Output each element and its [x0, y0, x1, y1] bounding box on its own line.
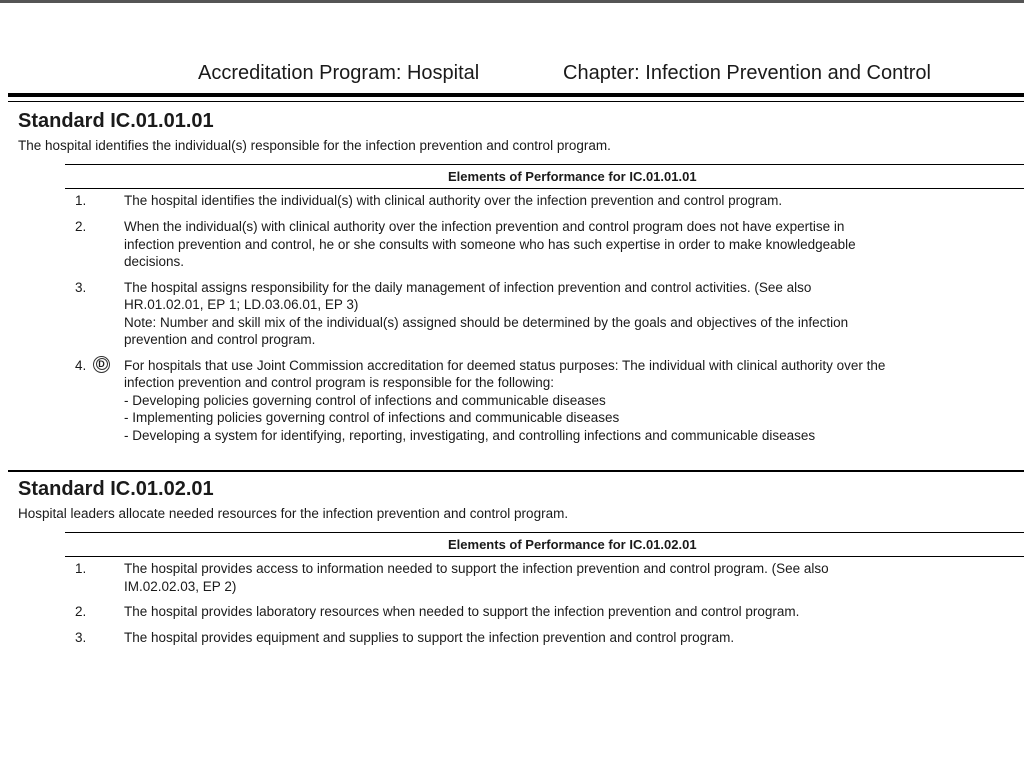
header-divider-thin	[8, 101, 1024, 102]
ep-text	[124, 218, 1024, 271]
ep-list	[0, 192, 1024, 444]
ep-line: - Implementing policies governing control of infections and communicable diseases	[124, 410, 620, 425]
ep-number: 4.	[75, 357, 87, 373]
ep-text	[124, 192, 1024, 210]
top-border	[0, 0, 1024, 3]
ep-line: decisions.	[124, 254, 185, 269]
ep-text	[124, 279, 1024, 349]
section-divider	[8, 470, 1024, 472]
ep-item	[0, 279, 1024, 349]
ep-item	[0, 560, 1024, 595]
ep-line: HR.01.02.01, EP 1; LD.03.06.01, EP 3)	[124, 297, 359, 312]
ep-line: The hospital provides equipment and supplies to support the infection prevention and control program.	[124, 630, 735, 645]
header-divider-thick	[8, 93, 1024, 97]
ep-text	[124, 560, 1024, 595]
ep-line: prevention and control program.	[124, 332, 316, 347]
ep-heading-rule-bottom	[65, 188, 1024, 189]
ep-item	[0, 629, 1024, 647]
ep-heading-rule	[65, 164, 1024, 165]
ep-item	[0, 192, 1024, 210]
ep-line: The hospital assigns responsibility for the daily management of infection prevention and control activities. (See also	[124, 279, 812, 295]
ep-number: 2.	[75, 219, 87, 234]
ep-line: The hospital provides laboratory resources when needed to support the infection prevention and control program.	[124, 604, 800, 619]
ep-heading: Elements of Performance for IC.01.02.01	[448, 537, 697, 552]
ep-heading-rule	[65, 532, 1024, 533]
standard-description: Hospital leaders allocate needed resources for the infection prevention and control program.	[18, 506, 569, 521]
ep-number: 3.	[75, 279, 87, 295]
ep-line: The hospital identifies the individual(s) with clinical authority over the infection prevention and control program.	[124, 193, 783, 208]
ep-line: IM.02.02.03, EP 2)	[124, 578, 237, 594]
ep-text	[124, 603, 1024, 621]
ep-item	[0, 218, 1024, 271]
ep-line: infection prevention and control program is responsible for the following:	[124, 375, 554, 390]
ep-heading: Elements of Performance for IC.01.01.01	[448, 169, 697, 184]
standard-section	[0, 109, 1024, 452]
ep-line: When the individual(s) with clinical authority over the infection prevention and control program does not have expertise in	[124, 219, 845, 234]
ep-text	[124, 629, 1024, 647]
ep-line: For hospitals that use Joint Commission accreditation for deemed status purposes: The individual with clinical authority over the	[124, 357, 886, 373]
ep-line: infection prevention and control, he or she consults with someone who has such expertise in order to make knowledgeable	[124, 236, 856, 252]
deemed-status-d-icon	[93, 356, 110, 373]
ep-line: Note: Number and skill mix of the individual(s) assigned should be determined by the goals and objectives of the infection	[124, 314, 849, 330]
page-header	[0, 62, 1024, 90]
chapter-label: Chapter: Infection Prevention and Control	[563, 62, 931, 84]
ep-heading-rule-bottom	[65, 556, 1024, 557]
ep-line: The hospital provides access to information needed to support the infection prevention and control program. (See also	[124, 561, 829, 576]
standard-description: The hospital identifies the individual(s) responsible for the infection prevention and control program.	[18, 138, 611, 153]
ep-text	[124, 357, 1024, 445]
ep-number: 1.	[75, 193, 87, 208]
ep-number: 2.	[75, 604, 87, 619]
ep-line: - Developing a system for identifying, reporting, investigating, and controlling infections and communicable diseases	[124, 427, 816, 443]
ep-item	[0, 357, 1024, 445]
standard-section	[0, 477, 1024, 655]
standard-title: Standard IC.01.01.01	[18, 110, 214, 132]
ep-number: 3.	[75, 630, 87, 645]
accreditation-program-label: Accreditation Program: Hospital	[198, 62, 480, 84]
ep-item	[0, 603, 1024, 621]
ep-line: - Developing policies governing control of infections and communicable diseases	[124, 392, 606, 408]
standard-title: Standard IC.01.02.01	[18, 478, 214, 500]
deemed-status-badge-letter: D	[96, 358, 108, 370]
ep-list	[0, 560, 1024, 647]
ep-number: 1.	[75, 561, 87, 576]
